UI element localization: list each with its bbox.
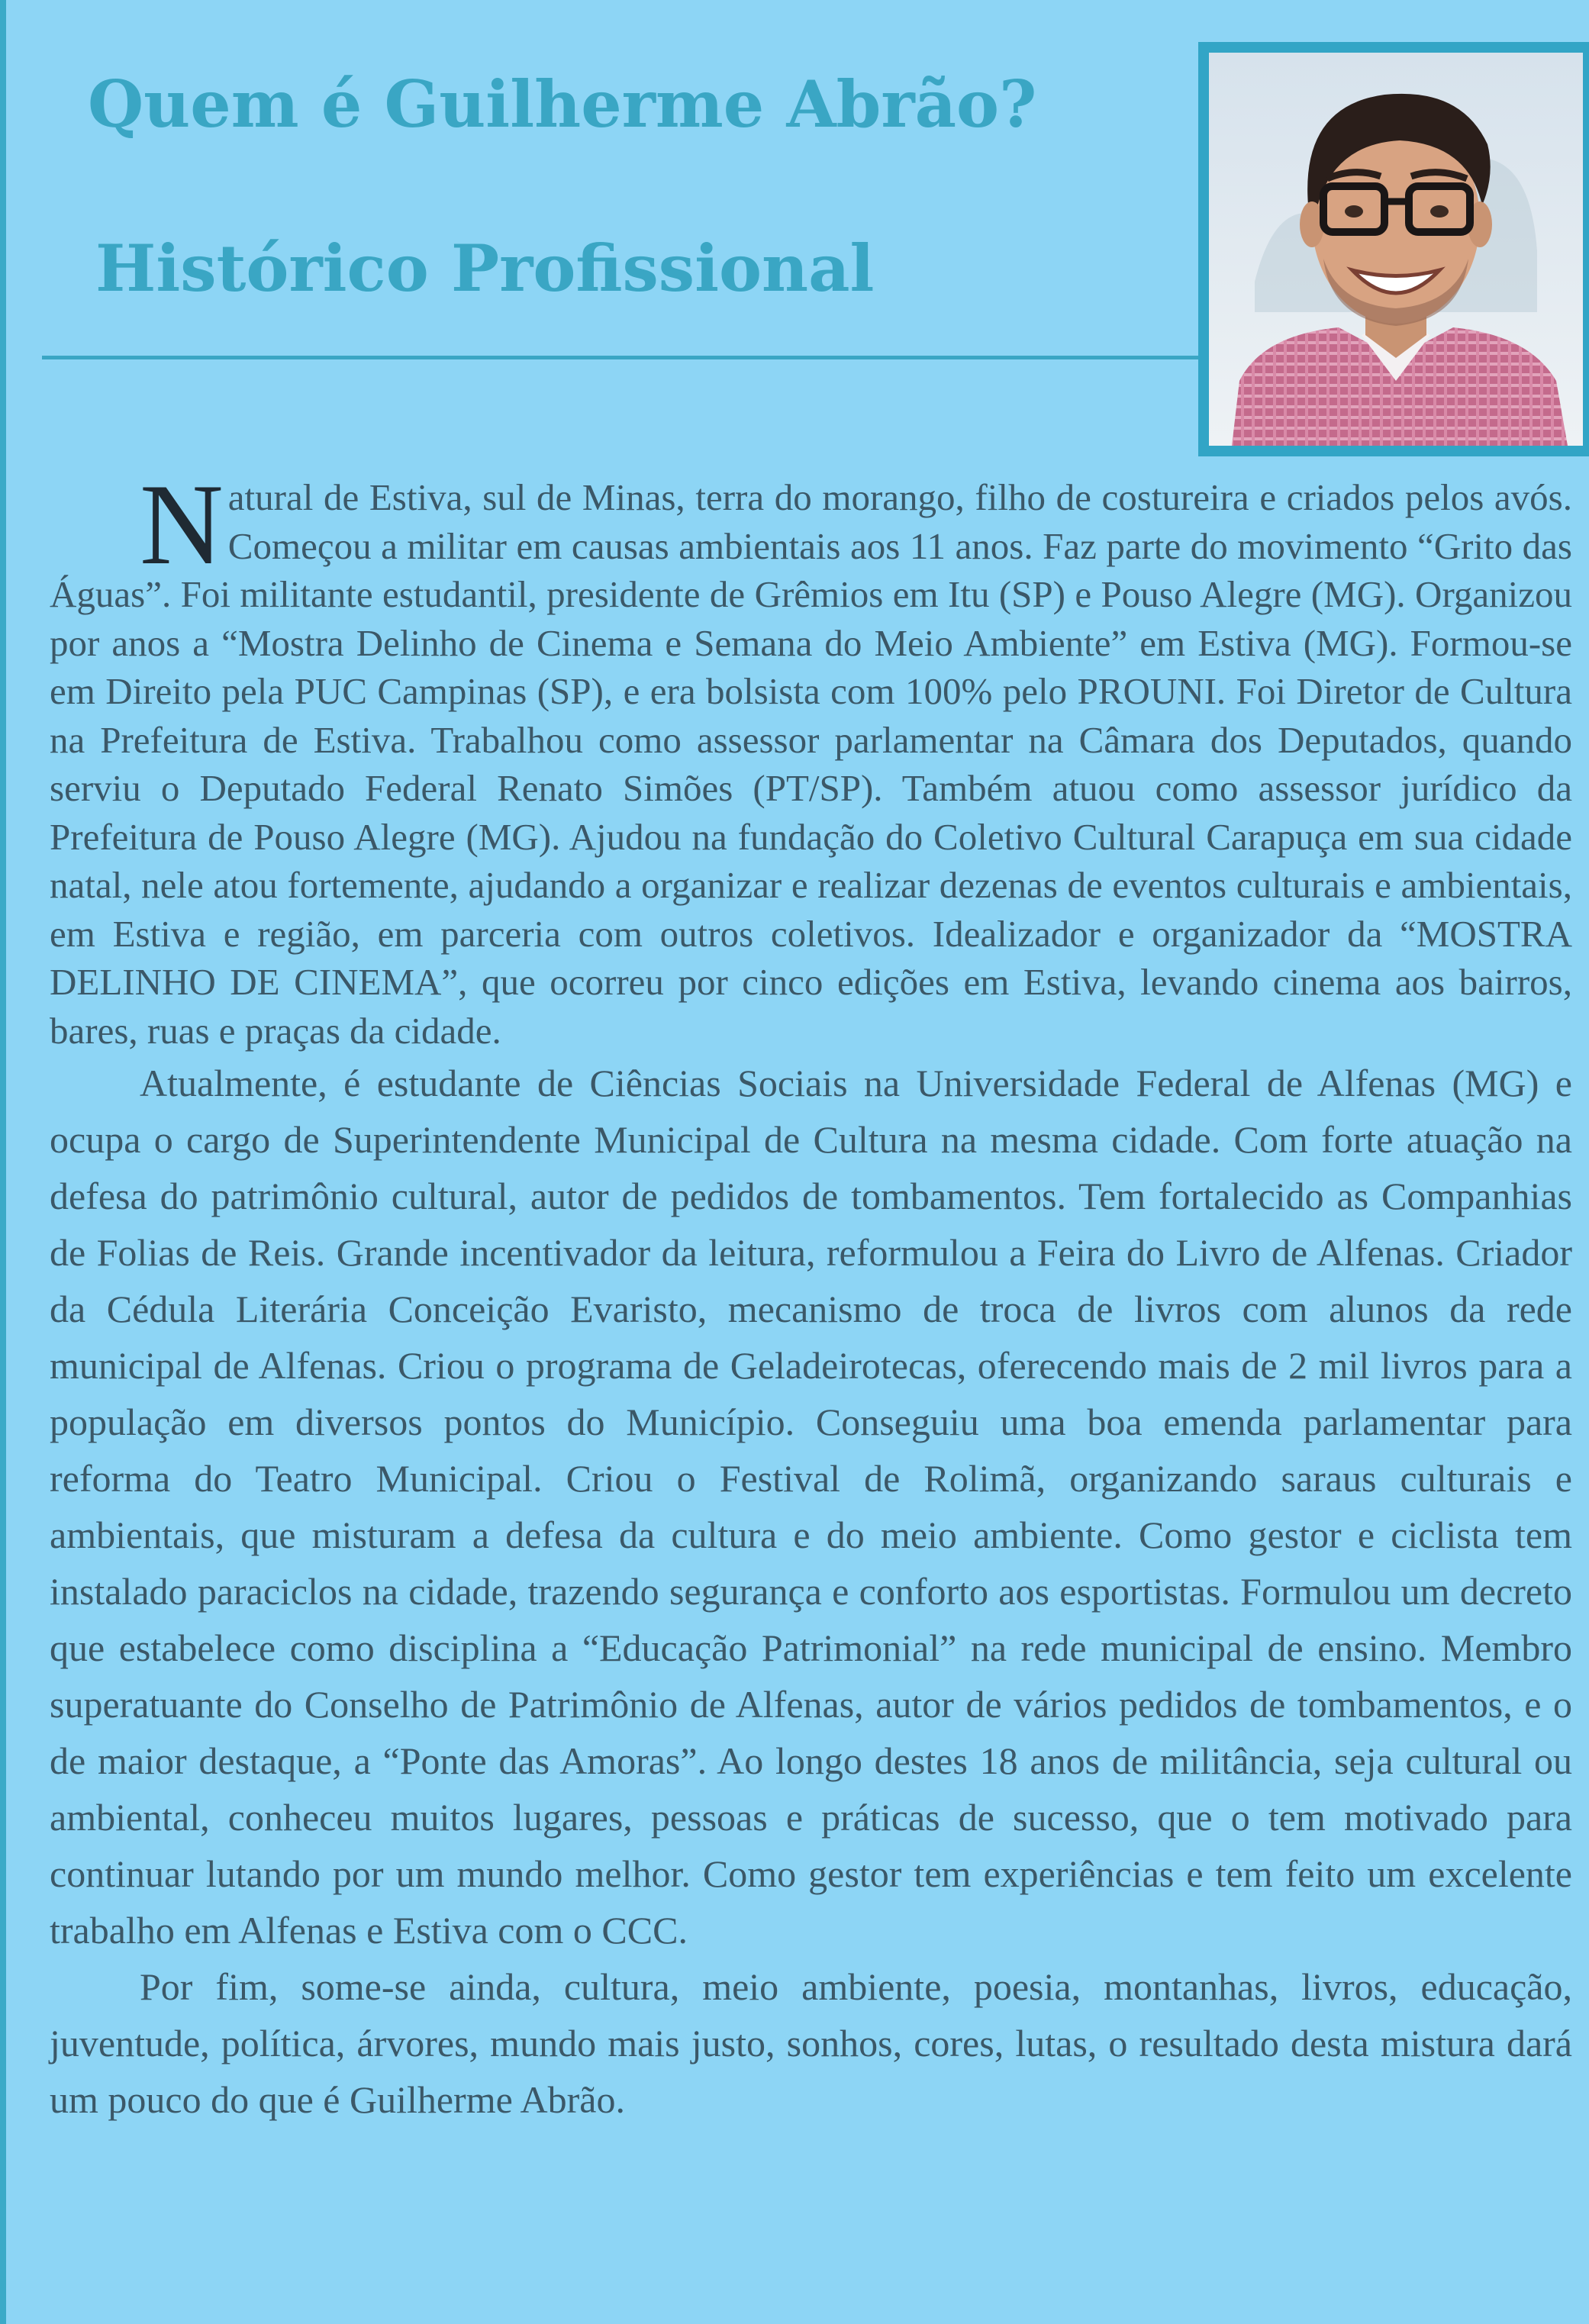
portrait-illustration — [1209, 53, 1583, 446]
biography-article — [50, 460, 1572, 2128]
drop-cap: N — [140, 460, 224, 588]
title-divider — [42, 356, 1202, 359]
paragraph-1 — [50, 460, 1572, 1055]
page-title: Quem é Guilherme Abrão? — [88, 66, 1037, 142]
paragraph-3: Por fim, some-se ainda, cultura, meio ambiente, poesia, montanhas, livros, educação, juventude, política, árvores, mundo mais justo, sonhos, cores, lutas, o resultado desta mistura dará um pouco do que é Guilherme Abrão. — [50, 1965, 1572, 2121]
section-subtitle: Histórico Profissional — [95, 230, 875, 306]
paragraph-1-text: atural de Estiva, sul de Minas, terra do morango, filho de costureira e criados pelos avós. Começou a militar em causas ambientais aos 11 anos. Faz parte do movimento “Grito das Águas”. Foi militante estudantil, presidente de Grêmios em Itu (SP) e Pouso Alegre (MG). Organizou por anos a “Mostra Delinho de Cinema e Semana do Meio Ambiente” em Estiva (MG). Formou-se em Direito pela PUC Campinas (SP), e era bolsista com 100% pelo PROUNI. Foi Diretor de Cultura na Prefeitura de Estiva. Trabalhou como assessor parlamentar na Câmara dos Deputados, quando serviu o Deputado Federal Renato Simões (PT/SP). Também atuou como assessor jurídico da Prefeitura de Pouso Alegre (MG). Ajudou na fundação do Coletivo Cultural Carapuça em sua cidade natal, nele atou fortemente, ajudando a organizar e realizar dezenas de eventos culturais e ambientais, em Estiva e região, em parceria com outros coletivos. Idealizador e organizador da “MOSTRA DELINHO DE CINEMA”, que ocorreu por cinco edições em Estiva, levando cinema aos bairros, bares, ruas e praças da cidade. — [50, 476, 1572, 1052]
left-accent-bar — [0, 0, 6, 2324]
portrait-photo — [1198, 42, 1589, 456]
paragraph-2: Atualmente, é estudante de Ciências Sociais na Universidade Federal de Alfenas (MG) e ocupa o cargo de Superintendente Municipal de Cultura na mesma cidade. Com forte atuação na defesa do patrimônio cultural, autor de pedidos de tombamentos. Tem fortalecido as Companhias de Folias de Reis. Grande incentivador da leitura, reformulou a Feira do Livro de Alfenas. Criador da Cédula Literária Conceição Evaristo, mecanismo de troca de livros com alunos da rede municipal de Alfenas. Criou o programa de Geladeirotecas, oferecendo mais de 2 mil livros para a população em diversos pontos do Município. Conseguiu uma boa emenda parlamentar para reforma do Teatro Municipal. Criou o Festival de Rolimã, organizando saraus culturais e ambientais, que misturam a defesa da cultura e do meio ambiente. Como gestor e ciclista tem instalado paraciclos na cidade, trazendo segurança e conforto aos esportistas. Formulou um decreto que estabelece como disciplina a “Educação Patrimonial” na rede municipal de ensino. Membro superatuante do Conselho de Patrimônio de Alfenas, autor de vários pedidos de tombamentos, e o de maior destaque, a “Ponte das Amoras”. Ao longo destes 18 anos de militância, seja cultural ou ambiental, conheceu muitos lugares, pessoas e práticas de sucesso, que o tem motivado para continuar lutando por um mundo melhor. Como gestor tem experiências e tem feito um excelente trabalho em Alfenas e Estiva com o CCC. — [50, 1062, 1572, 1952]
